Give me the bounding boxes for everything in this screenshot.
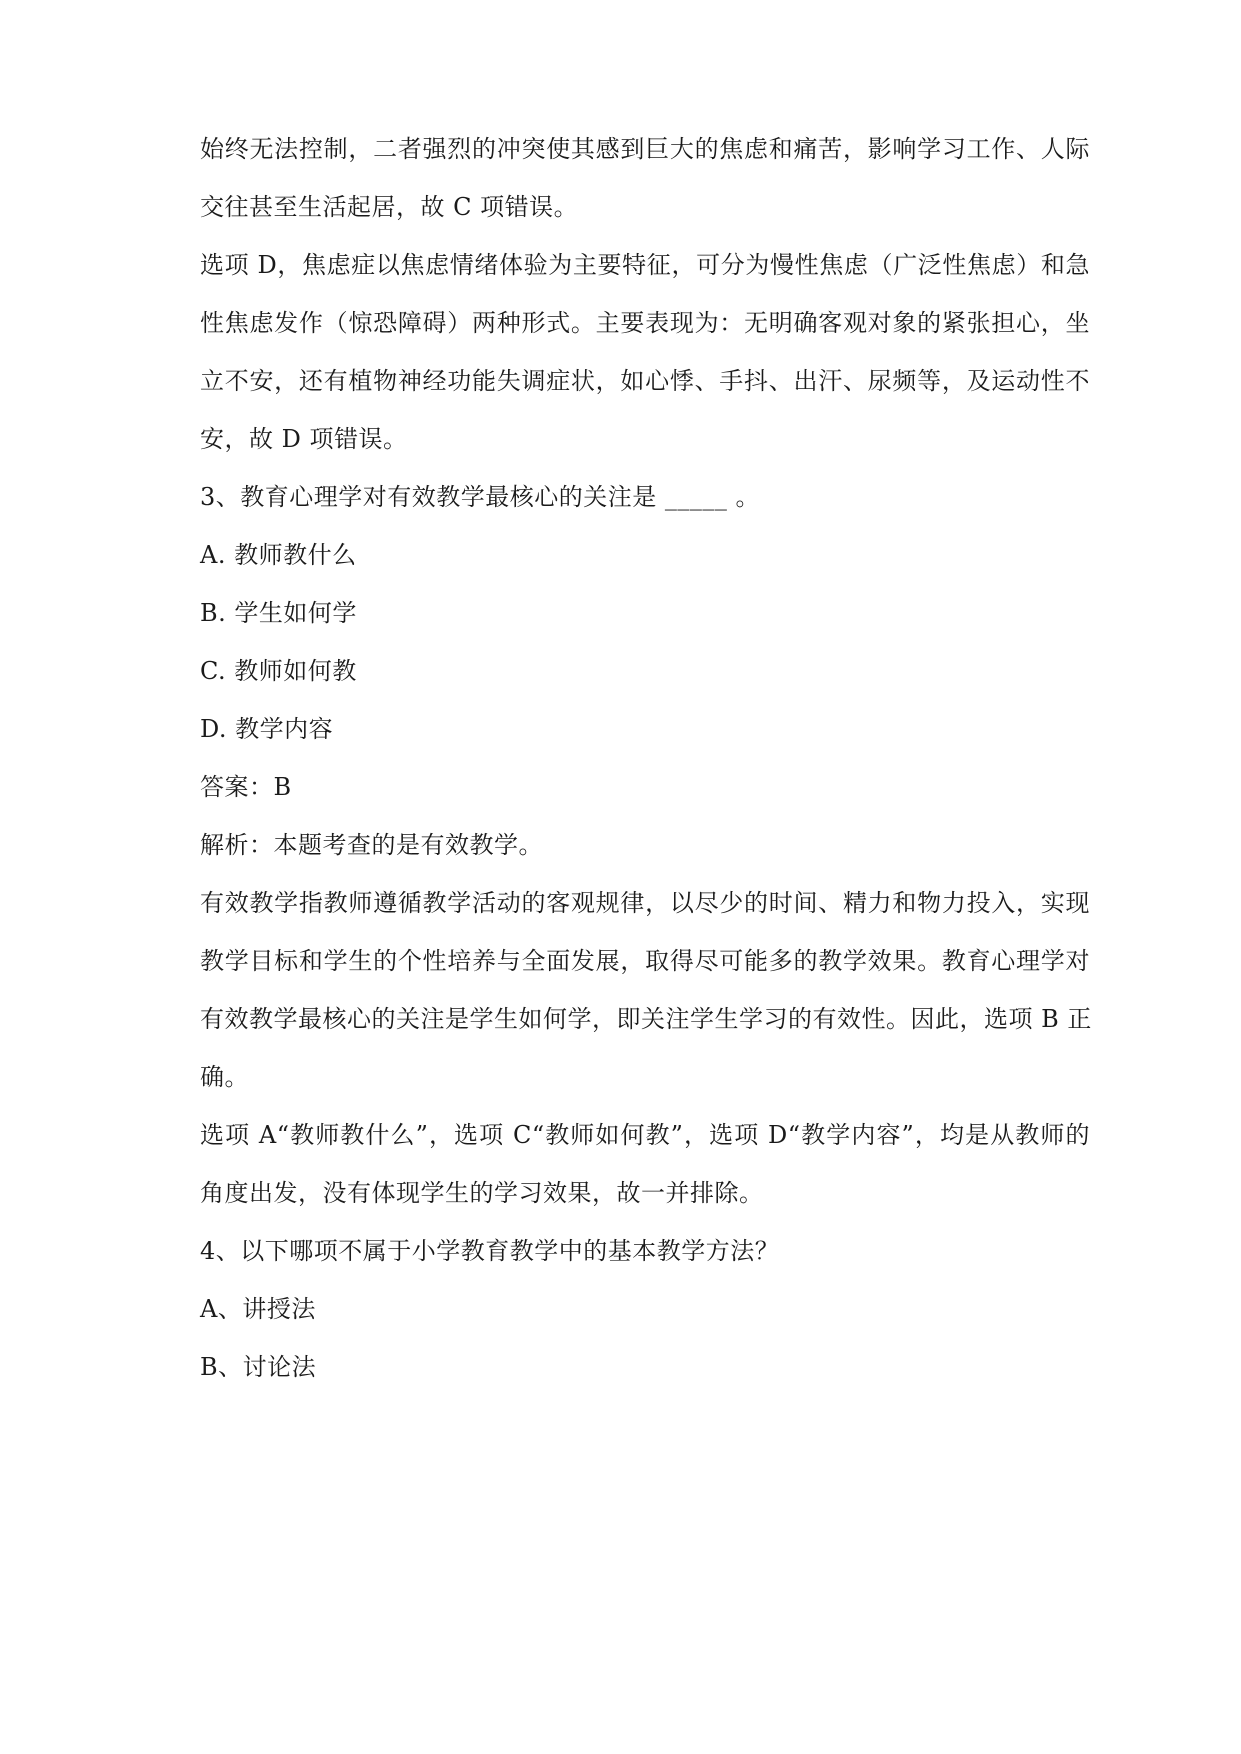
text-line: 安，故 D 项错误。 <box>200 425 408 453</box>
analysis-heading: 解析：本题考查的是有效教学。 <box>200 831 543 859</box>
option-b: B. 学生如何学 <box>200 599 357 627</box>
question-4: 4、以下哪项不属于小学教育教学中的基本教学方法？ <box>200 1237 780 1265</box>
text-line: 角度出发，没有体现学生的学习效果，故一并排除。 <box>200 1179 764 1207</box>
text-line: 选项 A“教师教什么”，选项 C“教师如何教”，选项 D“教学内容”，均是从教师的 <box>200 1121 1090 1149</box>
text-line: 确。 <box>200 1063 249 1091</box>
option-a: A. 教师教什么 <box>200 541 357 569</box>
text-line: 有效教学最核心的关注是学生如何学，即关注学生学习的有效性。因此，选项 B 正 <box>200 1005 1092 1033</box>
option-b: B、讨论法 <box>200 1353 317 1381</box>
text-line: 性焦虑发作（惊恐障碍）两种形式。主要表现为：无明确客观对象的紧张担心，坐 <box>200 309 1090 337</box>
answer: 答案：B <box>200 773 292 801</box>
text-line: 始终无法控制，二者强烈的冲突使其感到巨大的焦虑和痛苦，影响学习工作、人际 <box>200 135 1090 163</box>
option-c: C. 教师如何教 <box>200 657 357 685</box>
text-line: 有效教学指教师遵循教学活动的客观规律，以尽少的时间、精力和物力投入，实现 <box>200 889 1090 917</box>
text-line: 选项 D，焦虑症以焦虑情绪体验为主要特征，可分为慢性焦虑（广泛性焦虑）和急 <box>200 251 1090 279</box>
text-line: 交往甚至生活起居，故 C 项错误。 <box>200 193 579 221</box>
text-line: 教学目标和学生的个性培养与全面发展，取得尽可能多的教学效果。教育心理学对 <box>200 947 1090 975</box>
question-3: 3、教育心理学对有效教学最核心的关注是 _____ 。 <box>200 483 761 511</box>
option-a: A、讲授法 <box>200 1295 316 1323</box>
text-line: 立不安，还有植物神经功能失调症状，如心悸、手抖、出汗、尿频等，及运动性不 <box>200 367 1090 395</box>
option-d: D. 教学内容 <box>200 715 334 743</box>
